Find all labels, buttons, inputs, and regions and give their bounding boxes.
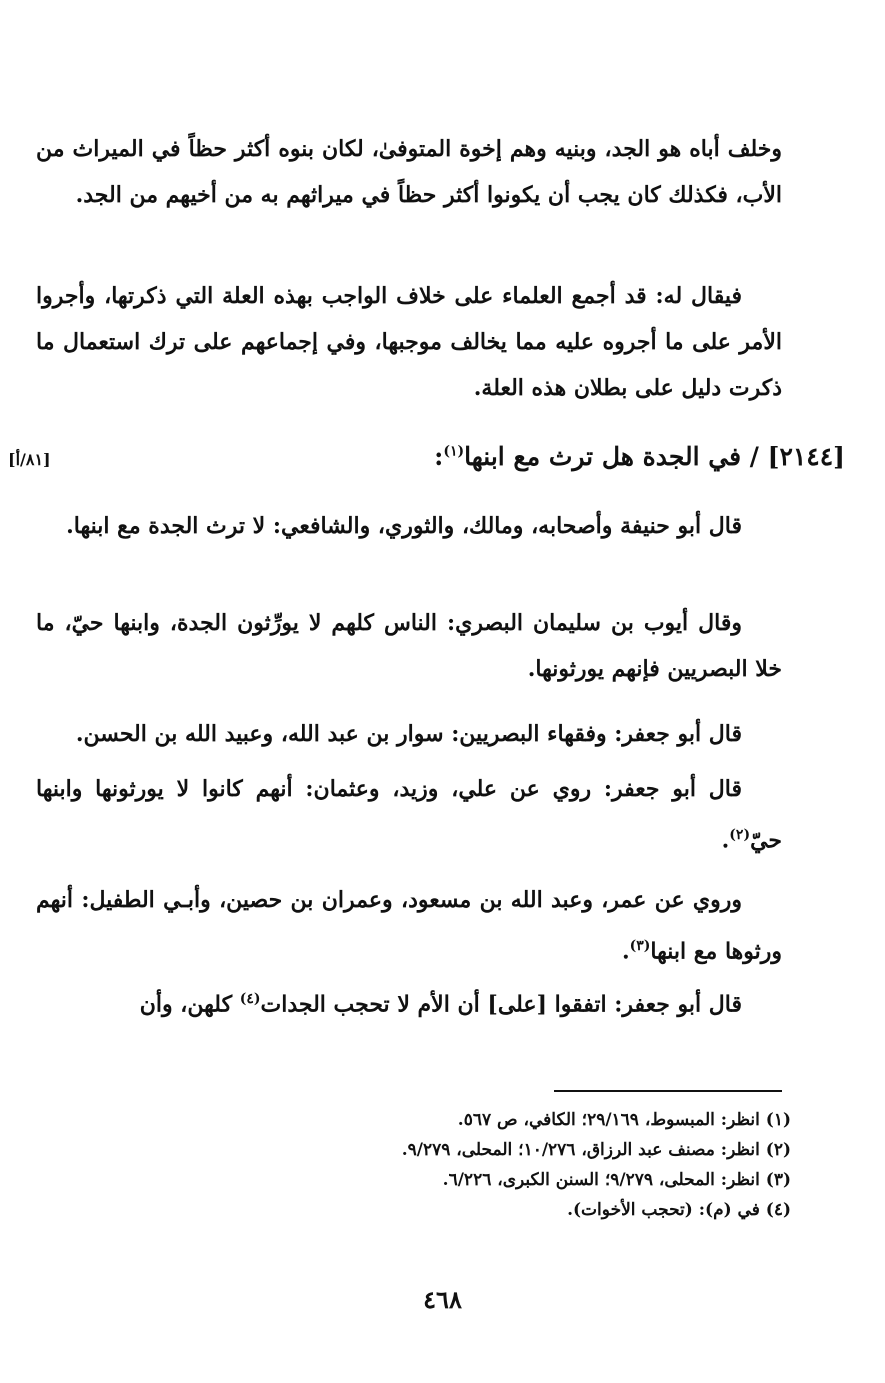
- paragraph-8: [36, 976, 782, 1027]
- footnote-divider: [554, 1090, 782, 1092]
- paragraph-2-text: فيقال له: قد أجمع العلماء على خلاف الواجب بهذه العلة التي ذكرتها، وأجروا الأمر على ما أجروه عليه مما يخالف موجبها، وفي إجماعهم على ترك استعمال ما ذكرت دليل على بطلان هذه العلة.: [36, 283, 782, 401]
- footnote-1: (١) انظر: المبسوط، ٢٩/١٦٩؛ الكافي، ص ٥٦٧.: [457, 1110, 791, 1130]
- footnote-ref-4: (٤): [239, 991, 261, 1007]
- footnote-3: (٣) انظر: المحلى، ٩/٢٧٩؛ السنن الكبرى، ٦/٢٢٦.: [442, 1170, 791, 1190]
- paragraph-3-text: قال أبو حنيفة وأصحابه، ومالك، والثوري، والشافعي: لا ترث الجدة مع ابنها.: [66, 513, 742, 539]
- paragraph-4-text: وقال أيوب بن سليمان البصري: الناس كلهم لا يورِّثون الجدة، وابنها حيّ، ما خلا البصريين فإنهم يورثونها.: [36, 610, 782, 682]
- paragraph-8-text-a: قال أبو جعفر: اتفقوا [على] أن الأم لا تحجب الجدات: [260, 991, 742, 1018]
- footnote-4: (٤) في (م): (تحجب الأخوات).: [567, 1200, 791, 1220]
- paragraph-8-text-b: كلهن، وأن: [139, 991, 240, 1018]
- footnote-2: (٢) انظر: مصنف عبد الرزاق، ١٠/٢٧٦؛ المحلى، ٩/٢٧٩.: [401, 1140, 791, 1160]
- footnote-ref-1: (١): [443, 443, 465, 460]
- manuscript-folio-marker: [٨١/أ]: [8, 450, 51, 469]
- section-heading: [434, 442, 845, 471]
- paragraph-7-text: وروي عن عمر، وعبد الله بن مسعود، وعمران بن حصين، وأبـي الطفيل: أنهم ورثوها مع ابنها: [36, 887, 782, 965]
- paragraph-1-text: وخلف أباه هو الجد، وبنيه وهم إخوة المتوفىٰ، لكان بنوه أكثر حظاً في الميراث من الأب، فكذلك كان يجب أن يكونوا أكثر حظاً في ميراثهم به من أخيهم من الجد.: [36, 136, 782, 208]
- paragraph-7-end: .: [621, 938, 630, 965]
- paragraph-1: [36, 126, 782, 218]
- footnote-ref-3: (٣): [629, 938, 651, 954]
- page-number: ٤٦٨: [423, 1285, 462, 1314]
- section-heading-text: [٢١٤٤] / في الجدة هل ترث مع ابنها: [464, 442, 845, 471]
- paragraph-6-text: قال أبو جعفر: روي عن علي، وزيد، وعثمان: أنهم كانوا لا يورثونها وابنها حيّ: [36, 776, 782, 854]
- paragraph-2: [36, 273, 782, 411]
- paragraph-4: [36, 600, 782, 692]
- paragraph-3: [36, 503, 782, 549]
- paragraph-6-end: .: [721, 827, 730, 854]
- footnotes: [171, 1105, 791, 1225]
- paragraph-6: [36, 766, 782, 863]
- section-heading-colon: :: [434, 442, 444, 471]
- footnote-ref-2: (٢): [729, 827, 751, 843]
- paragraph-5: [36, 711, 782, 757]
- paragraph-7: [36, 877, 782, 974]
- paragraph-5-text: قال أبو جعفر: وفقهاء البصريين: سوار بن عبد الله، وعبيد الله بن الحسن.: [75, 721, 742, 747]
